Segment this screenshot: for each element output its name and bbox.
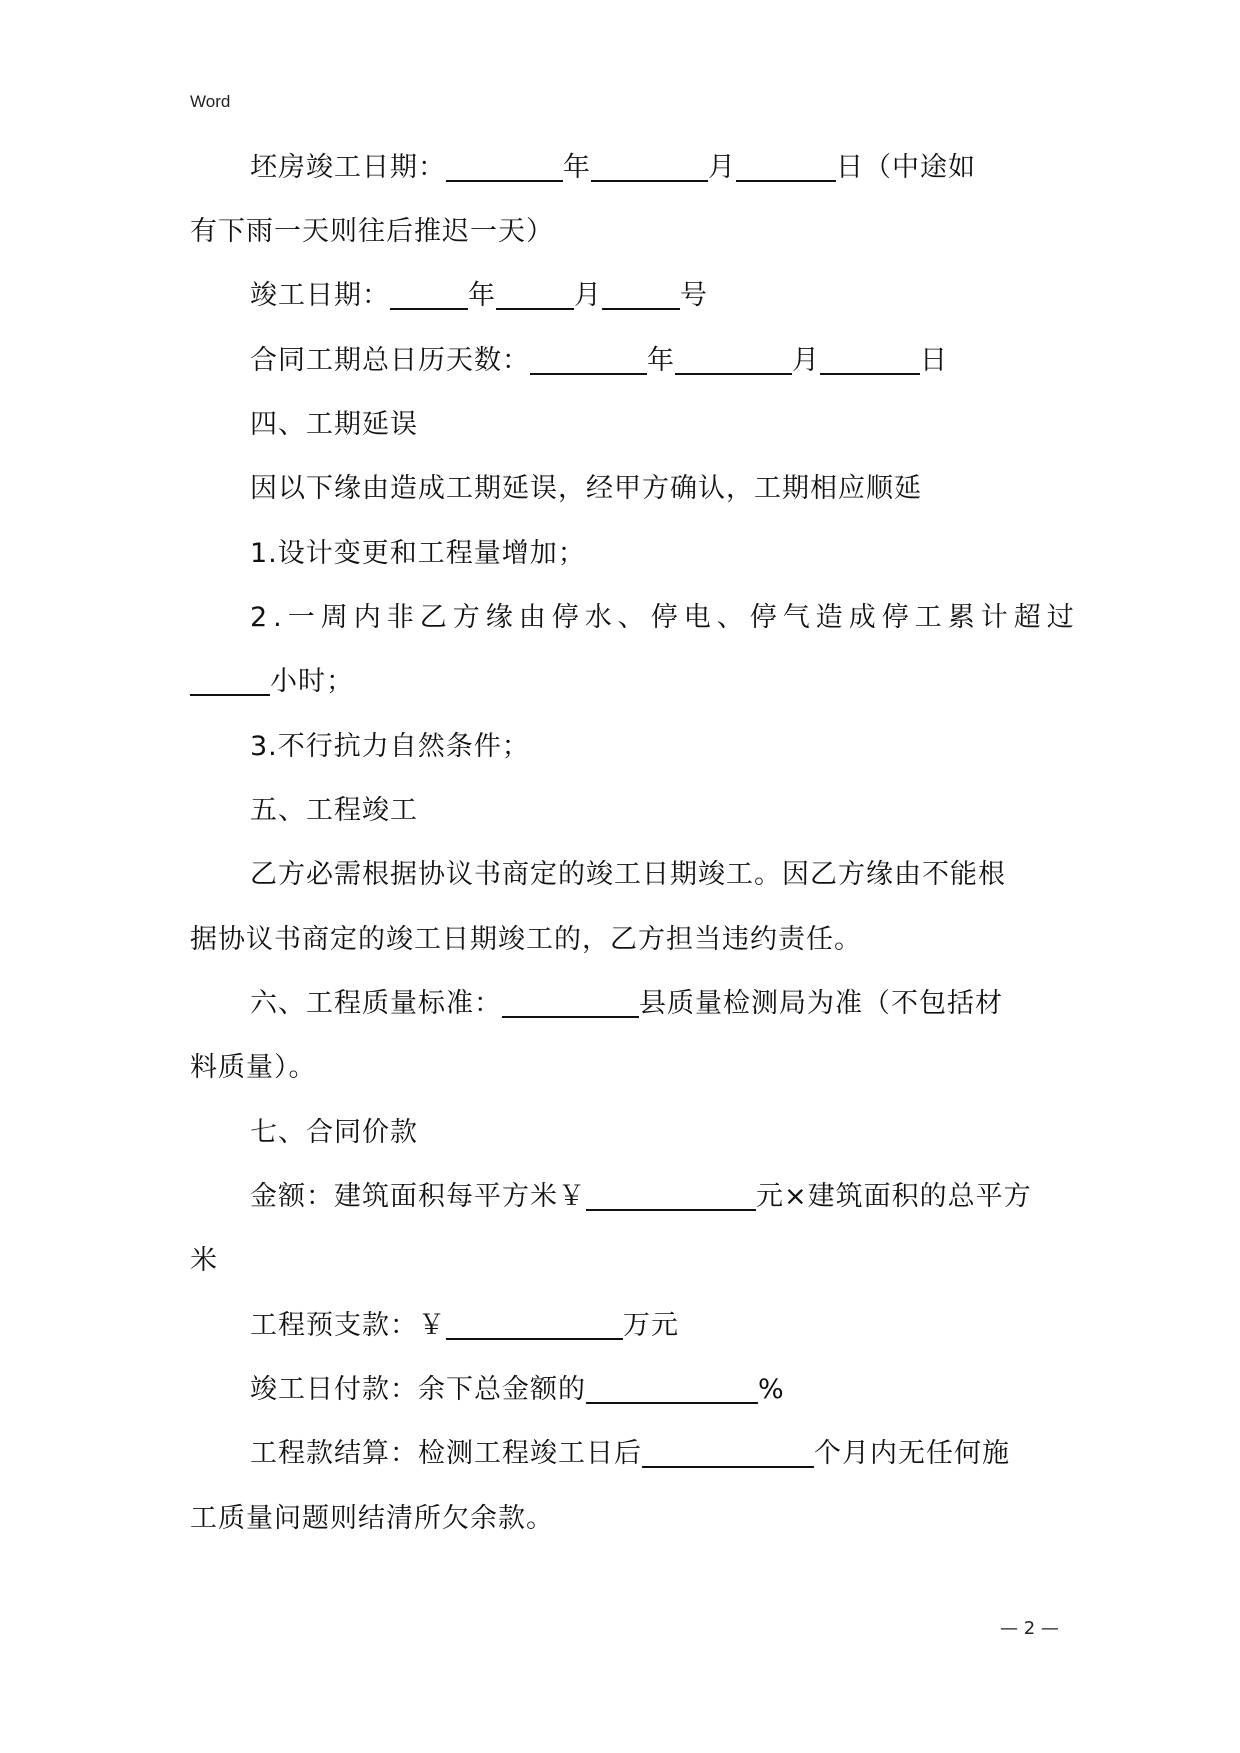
blank-month[interactable] <box>675 343 792 375</box>
section-heading-delay: 四、工期延误 <box>250 409 418 440</box>
para-settlement-cont: 工质量问题则结清所欠余款。 <box>190 1503 554 1534</box>
document-lines <box>190 0 1080 1753</box>
para-final-date: 竣工日期： 年 月 号 <box>250 280 708 311</box>
list-item-2-cont: 小时； <box>190 662 354 702</box>
blank-percentage[interactable] <box>586 1372 758 1404</box>
blank-day[interactable] <box>736 150 836 182</box>
para-amount: 金额：建筑面积每平方米￥ 元×建筑面积的总平方 <box>250 1181 1032 1212</box>
para-rain-delay: 有下雨一天则往后推迟一天） <box>190 216 554 247</box>
section-quality-standard-cont: 料质量）。 <box>190 1052 317 1083</box>
para-total-days: 合同工期总日历天数： 年 月 日 <box>250 345 948 376</box>
section-heading-price: 七、合同价款 <box>250 1117 418 1148</box>
para-settlement: 工程款结算：检测工程竣工日后 个月内无任何施 <box>250 1438 1010 1469</box>
para-completion-payment: 竣工日付款：余下总金额的 % <box>250 1374 785 1405</box>
document-header: Word <box>190 92 231 111</box>
section-heading-completion: 五、工程竣工 <box>250 795 418 826</box>
para-completion-date: 坯房竣工日期： 年 月 日（中途如 <box>250 152 976 183</box>
para-advance-payment: 工程预支款：￥ 万元 <box>250 1310 679 1341</box>
blank-number[interactable] <box>602 278 680 310</box>
blank-hours[interactable] <box>190 664 270 696</box>
blank-advance-amount[interactable] <box>446 1308 623 1340</box>
para-delay-causes: 因以下缘由造成工期延误，经甲方确认，工期相应顺延 <box>250 473 922 504</box>
para-completion-terms: 乙方必需根据协议书商定的竣工日期竣工。因乙方缘由不能根 <box>250 859 1006 890</box>
blank-month[interactable] <box>591 150 708 182</box>
blank-county[interactable] <box>502 986 639 1018</box>
blank-year[interactable] <box>530 343 647 375</box>
list-item-3: 3.不行抗力自然条件； <box>250 731 530 762</box>
page-number: — 2 — <box>1000 1618 1059 1639</box>
blank-months[interactable] <box>642 1436 814 1468</box>
blank-day[interactable] <box>820 343 920 375</box>
section-quality-standard: 六、工程质量标准： 县质量检测局为准（不包括材 <box>250 988 1003 1019</box>
blank-year[interactable] <box>390 278 468 310</box>
para-amount-cont: 米 <box>190 1245 218 1276</box>
blank-month[interactable] <box>496 278 574 310</box>
blank-unit-price[interactable] <box>586 1179 756 1211</box>
list-item-1: 1.设计变更和工程量增加； <box>250 538 586 569</box>
para-completion-terms-cont: 据协议书商定的竣工日期竣工的，乙方担当违约责任。 <box>190 924 862 955</box>
list-item-2: 2.一周内非乙方缘由停水、停电、停气造成停工累计超过 <box>250 602 1080 633</box>
blank-year[interactable] <box>446 150 563 182</box>
